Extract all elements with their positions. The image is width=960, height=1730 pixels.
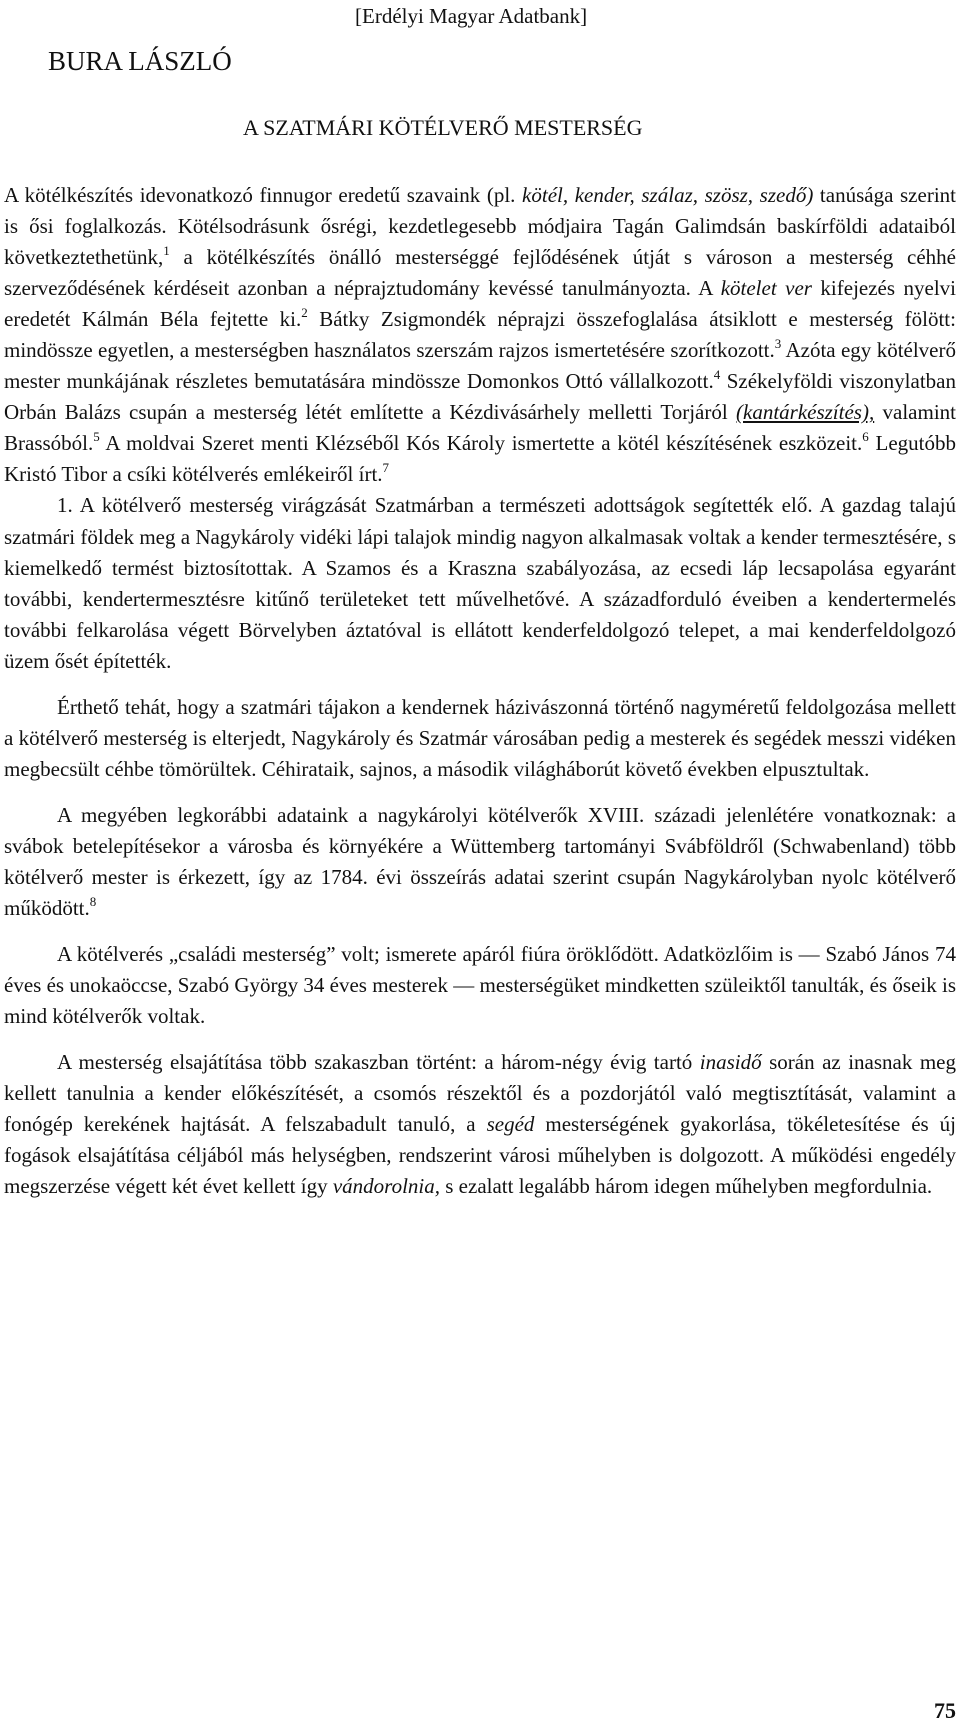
footnote-ref: 4 bbox=[713, 367, 721, 383]
text-run: során az inasnak meg kellett tanulnia a kender előkészítését, a csomós részektől és a pozdorjától való megtisztítását, valamint a fonógép kerekének hajtását. A felszabadult tanuló, a bbox=[4, 1050, 956, 1137]
text-run: kifejezés nyelvi eredetét Kálmán Béla fejtette ki. bbox=[4, 276, 956, 332]
text-run: tanúsága szerint is ősi foglalkozás. Kötélsodrásunk ősrégi, kezdetlegesebb módjaira Tagán Galimdsán baskírföldi adataiból következtethetünk, bbox=[4, 183, 956, 270]
paragraph-p2 bbox=[4, 490, 956, 676]
paragraph-p1 bbox=[4, 180, 956, 490]
italic-term: inasidő bbox=[699, 1050, 762, 1075]
italic-term: segéd bbox=[486, 1112, 535, 1137]
text-run: A kötélkészítés idevonatkozó finnugor eredetű szavaink (pl. bbox=[4, 183, 523, 207]
text-run: Legutóbb Kristó Tibor a csíki kötélverés emlékeiről írt. bbox=[4, 431, 956, 487]
article-title: A SZATMÁRI KÖTÉLVERŐ MESTERSÉG bbox=[243, 115, 643, 140]
italic-term: kötél, kender, szálaz, szösz, szedő) bbox=[522, 183, 814, 207]
author-name: BURA LÁSZLÓ bbox=[48, 46, 232, 76]
article-body bbox=[4, 180, 956, 1202]
text-run: Bátky Zsigmondék néprajzi összefoglalása átsiklott e mesterség fölött: mindössze egyetlen, a mesterségben használatos szerszám rajzos ismertetésére szorítkozott. bbox=[4, 307, 956, 363]
footnote-ref: 1 bbox=[163, 243, 170, 259]
text-run: Érthető tehát, hogy a szatmári tájakon a kendernek házivászonná történő nagyméretű feldolgozása mellett a kötélverő mesterség is elterjedt, Nagykároly és Szatmár városában pedig a mesterek és segédek messzi vidéken megbecsült céhbe tömörültek. Céhirataik, sajnos, a második világháborút követő években elpusztultak. bbox=[4, 694, 956, 781]
text-run: A mesterség elsajátítása több szakaszban történt: a három-négy évig tartó bbox=[57, 1050, 700, 1075]
text-run: s ezalatt legalább három idegen műhelyben megfordulnia. bbox=[440, 1174, 933, 1199]
text-run: mesterségének gyakorlása, tökéletesítése és új fogások elsajátítása céljából más helységben, rendszerint városi műhelyben is dolgozott. A működési engedély megszerzése végett két évet kellett így bbox=[4, 1112, 956, 1199]
footnote-ref: 8 bbox=[89, 894, 97, 910]
paragraph-p6 bbox=[4, 1047, 956, 1202]
page-number: 75 bbox=[934, 1698, 956, 1723]
text-run: 1. A kötélverő mesterség virágzását Szatmárban a természeti adottságok segítették elő. A gazdag talajú szatmári földek meg a Nagykároly vidéki lápi talajok mindig nagyon alkalmasak voltak a kender termesztésére, s kiemelkedő termést biztosítottak. A Szamos és a Kraszna szabályozása, az ecsedi láp lecsapolása egyaránt további, kendertermesztésre kitűnő területeket tett művelhetővé. A századforduló éveiben a kendertermelés további felkarolása végett Börvelyben áztatóval is ellátott kenderfeldolgozó telepet, a mai kenderfeldolgozó üzem ősét építették. bbox=[4, 493, 956, 673]
paragraph-p5 bbox=[4, 939, 956, 1032]
footnote-ref: 2 bbox=[301, 305, 308, 321]
footnote-ref: 3 bbox=[774, 336, 782, 352]
text-run: Székelyföldi viszonylatban Orbán Balázs csupán a mesterség létét említette a Kézdivásárhely melletti Torjáról bbox=[4, 369, 956, 425]
text-run: A moldvai Szeret menti Klézséből Kós Károly ismertette a kötél készítésének eszközeit. bbox=[99, 431, 863, 456]
italic-term: (kantárkészítés), bbox=[736, 400, 875, 425]
text-run: a kötélkészítés önálló mesterséggé fejlődésének útját s városon a mesterség céhhé szerveződésének kérdéseit azonban a néprajztudomány kevéssé tanulmányozta. A bbox=[4, 245, 956, 301]
paragraph-p4 bbox=[4, 800, 956, 924]
italic-term: kötelet ver bbox=[720, 276, 812, 301]
footnote-ref: 5 bbox=[93, 429, 100, 445]
footnote-ref: 7 bbox=[382, 460, 390, 476]
paragraph-p3 bbox=[4, 692, 956, 785]
text-run: A kötélverés „családi mesterség” volt; ismerete apáról fiúra öröklődött. Adatközlőim is — Szabó János 74 éves és unokaöccse, Szabó György 34 éves mesterek — mesterségüket mindketten szüleiktől tanulták, és őseik is mind kötélverők voltak. bbox=[4, 942, 956, 1029]
text-run: valamint Brassóból. bbox=[4, 400, 956, 456]
footnote-ref: 6 bbox=[862, 429, 869, 445]
text-run: Azóta egy kötélverő mester munkájának részletes bemutatására mindössze Domonkos Ottó vállalkozott. bbox=[4, 338, 956, 394]
italic-term: vándorolnia, bbox=[332, 1174, 440, 1199]
source-label: [Erdélyi Magyar Adatbank] bbox=[355, 4, 588, 28]
text-run: A megyében legkorábbi adataink a nagykárolyi kötélverők XVIII. századi jelenlétére vonatkoznak: a svábok betelepítésekor a városba és környékére a Wüttemberg tartományi Svábföldről (Schwabenland) több kötélverő mester is érkezett, így az 1784. évi összeírás adatai szerint csupán Nagykárolyban nyolc kötélverő működött. bbox=[4, 802, 956, 921]
